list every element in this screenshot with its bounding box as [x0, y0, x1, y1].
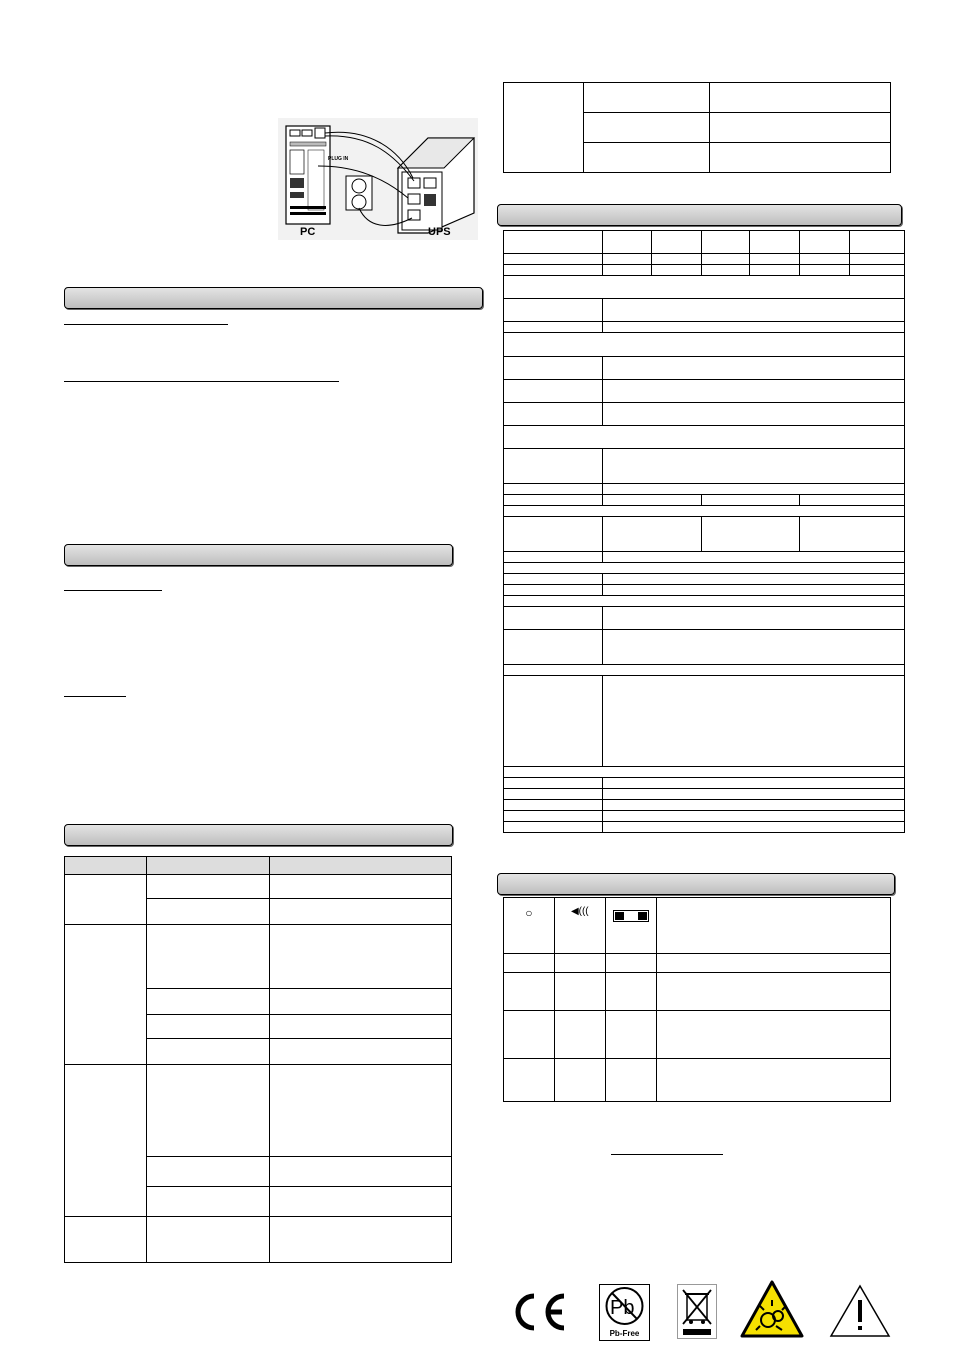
group-header-cell	[504, 333, 905, 357]
group-header-cell	[504, 276, 905, 299]
table-cell	[270, 1217, 452, 1263]
table-cell	[504, 265, 603, 276]
table-cell	[656, 1011, 890, 1059]
continued-table	[503, 82, 891, 173]
model-header-cell	[602, 231, 651, 254]
table-cell	[701, 517, 800, 552]
table-cell	[656, 898, 890, 954]
table-cell	[583, 113, 710, 143]
contact-underline	[611, 1154, 723, 1155]
plug-in-label: PLUG IN	[328, 156, 349, 162]
table-cell	[504, 800, 603, 811]
table-cell	[710, 83, 891, 113]
section-header-bar	[64, 824, 453, 846]
table-cell	[504, 380, 603, 403]
table-cell	[602, 449, 904, 484]
table-cell	[651, 254, 701, 265]
table-cell	[605, 954, 656, 973]
table-cell	[504, 789, 603, 800]
table-cell	[504, 254, 603, 265]
table-cell	[583, 143, 710, 173]
ce-mark-icon	[508, 1290, 568, 1334]
section-header-bar	[497, 873, 895, 895]
group-header-cell	[504, 665, 905, 676]
svg-text:Pb: Pb	[610, 1297, 635, 1319]
table-cell	[504, 484, 603, 495]
table-cell	[750, 254, 800, 265]
table-cell	[146, 1039, 270, 1065]
section-header-bar	[64, 287, 483, 309]
table-cell	[602, 495, 701, 506]
group-header-cell	[504, 506, 905, 517]
table-cell	[146, 989, 270, 1015]
table-cell	[270, 989, 452, 1015]
table-cell	[605, 1059, 656, 1102]
table-cell	[504, 449, 603, 484]
table-cell	[602, 676, 904, 767]
table-cell	[504, 495, 603, 506]
table-cell	[800, 495, 905, 506]
weee-bin-icon	[677, 1284, 717, 1339]
table-cell	[270, 1015, 452, 1039]
table-cell	[504, 585, 603, 596]
table-cell	[504, 574, 603, 585]
battery-column-header	[605, 898, 656, 954]
table-cell	[270, 875, 452, 899]
table-cell	[504, 552, 603, 563]
table-cell	[800, 254, 850, 265]
table-cell	[146, 1187, 270, 1217]
table-cell	[605, 973, 656, 1011]
table-cell	[270, 925, 452, 989]
table-header-cell	[270, 857, 452, 875]
subheading-underline	[64, 696, 126, 697]
table-cell	[65, 1217, 147, 1263]
table-cell	[504, 1011, 555, 1059]
model-header-cell	[701, 231, 750, 254]
table-cell	[270, 1157, 452, 1187]
table-cell	[605, 1011, 656, 1059]
subheading-underline	[64, 381, 339, 382]
table-cell	[65, 875, 147, 925]
battery-segment-icon	[613, 910, 649, 922]
table-cell	[602, 811, 904, 822]
table-cell	[504, 517, 603, 552]
table-cell	[602, 552, 904, 563]
table-cell	[850, 265, 905, 276]
table-cell	[602, 574, 904, 585]
table-cell	[504, 83, 584, 173]
table-cell	[146, 1157, 270, 1187]
table-cell	[656, 973, 890, 1011]
table-cell	[602, 484, 904, 495]
table-cell	[146, 875, 270, 899]
table-cell	[504, 322, 603, 333]
table-cell	[602, 517, 701, 552]
model-header-cell	[750, 231, 800, 254]
table-cell	[146, 1217, 270, 1263]
table-cell	[602, 789, 904, 800]
led-indicator-icon: ○	[525, 906, 533, 920]
table-cell	[602, 357, 904, 380]
table-cell	[554, 1011, 605, 1059]
group-header-cell	[504, 767, 905, 778]
table-cell	[602, 585, 904, 596]
table-cell	[602, 403, 904, 426]
table-cell	[602, 800, 904, 811]
pb-free-icon	[599, 1284, 650, 1341]
table-cell	[504, 299, 603, 322]
table-cell	[602, 630, 904, 665]
table-cell	[583, 83, 710, 113]
table-cell	[270, 1065, 452, 1157]
group-header-cell	[504, 426, 905, 449]
table-cell	[270, 1039, 452, 1065]
table-cell	[504, 811, 603, 822]
connection-diagram	[278, 118, 478, 240]
table-cell	[504, 1059, 555, 1102]
table-cell	[701, 495, 800, 506]
group-header-cell	[504, 563, 905, 574]
section-header-bar	[64, 544, 453, 566]
table-cell	[270, 899, 452, 925]
table-cell	[504, 822, 603, 833]
table-cell	[65, 925, 147, 1065]
specification-table	[503, 230, 905, 833]
table-cell	[656, 1059, 890, 1102]
buzzer-icon: ◀(((	[570, 906, 589, 917]
table-cell	[146, 899, 270, 925]
table-cell	[554, 1059, 605, 1102]
pb-free-label: Pb-Free	[609, 1329, 640, 1338]
table-cell	[602, 265, 651, 276]
table-cell	[800, 265, 850, 276]
table-cell	[656, 954, 890, 973]
table-cell	[602, 778, 904, 789]
table-cell	[701, 265, 750, 276]
section-header-bar	[497, 204, 902, 226]
table-header-cell	[146, 857, 270, 875]
table-cell	[850, 254, 905, 265]
table-cell	[504, 676, 603, 767]
table-cell	[270, 1187, 452, 1217]
table-cell	[504, 973, 555, 1011]
ups-label: UPS	[428, 226, 451, 238]
model-header-cell	[800, 231, 850, 254]
table-cell	[710, 113, 891, 143]
subheading-underline	[64, 324, 228, 325]
model-header-cell	[504, 231, 603, 254]
table-cell	[146, 1015, 270, 1039]
table-cell	[710, 143, 891, 173]
table-cell	[504, 630, 603, 665]
table-cell	[602, 607, 904, 630]
table-cell	[504, 403, 603, 426]
table-cell	[800, 517, 905, 552]
table-cell	[146, 925, 270, 989]
table-cell	[701, 254, 750, 265]
table-cell	[504, 778, 603, 789]
table-cell	[602, 380, 904, 403]
table-cell	[750, 265, 800, 276]
table-cell	[602, 299, 904, 322]
table-cell	[651, 265, 701, 276]
table-cell	[602, 822, 904, 833]
table-cell	[65, 1065, 147, 1217]
table-cell	[554, 973, 605, 1011]
table-header-cell	[65, 857, 147, 875]
troubleshooting-table	[64, 856, 452, 1263]
table-cell	[146, 1065, 270, 1157]
table-cell	[602, 254, 651, 265]
group-header-cell	[504, 596, 905, 607]
table-cell	[602, 322, 904, 333]
table-cell	[504, 357, 603, 380]
led-column-header	[504, 898, 555, 954]
table-cell	[504, 954, 555, 973]
pc-ups-illustration	[278, 118, 478, 240]
table-cell	[504, 607, 603, 630]
table-cell	[554, 954, 605, 973]
model-header-cell	[850, 231, 905, 254]
pc-label: PC	[300, 226, 316, 238]
subheading-underline	[64, 590, 162, 591]
explosion-warning-icon	[740, 1280, 804, 1338]
beep-column-header	[554, 898, 605, 954]
indicator-table	[503, 897, 891, 1102]
model-header-cell	[651, 231, 701, 254]
caution-warning-icon	[829, 1284, 891, 1338]
